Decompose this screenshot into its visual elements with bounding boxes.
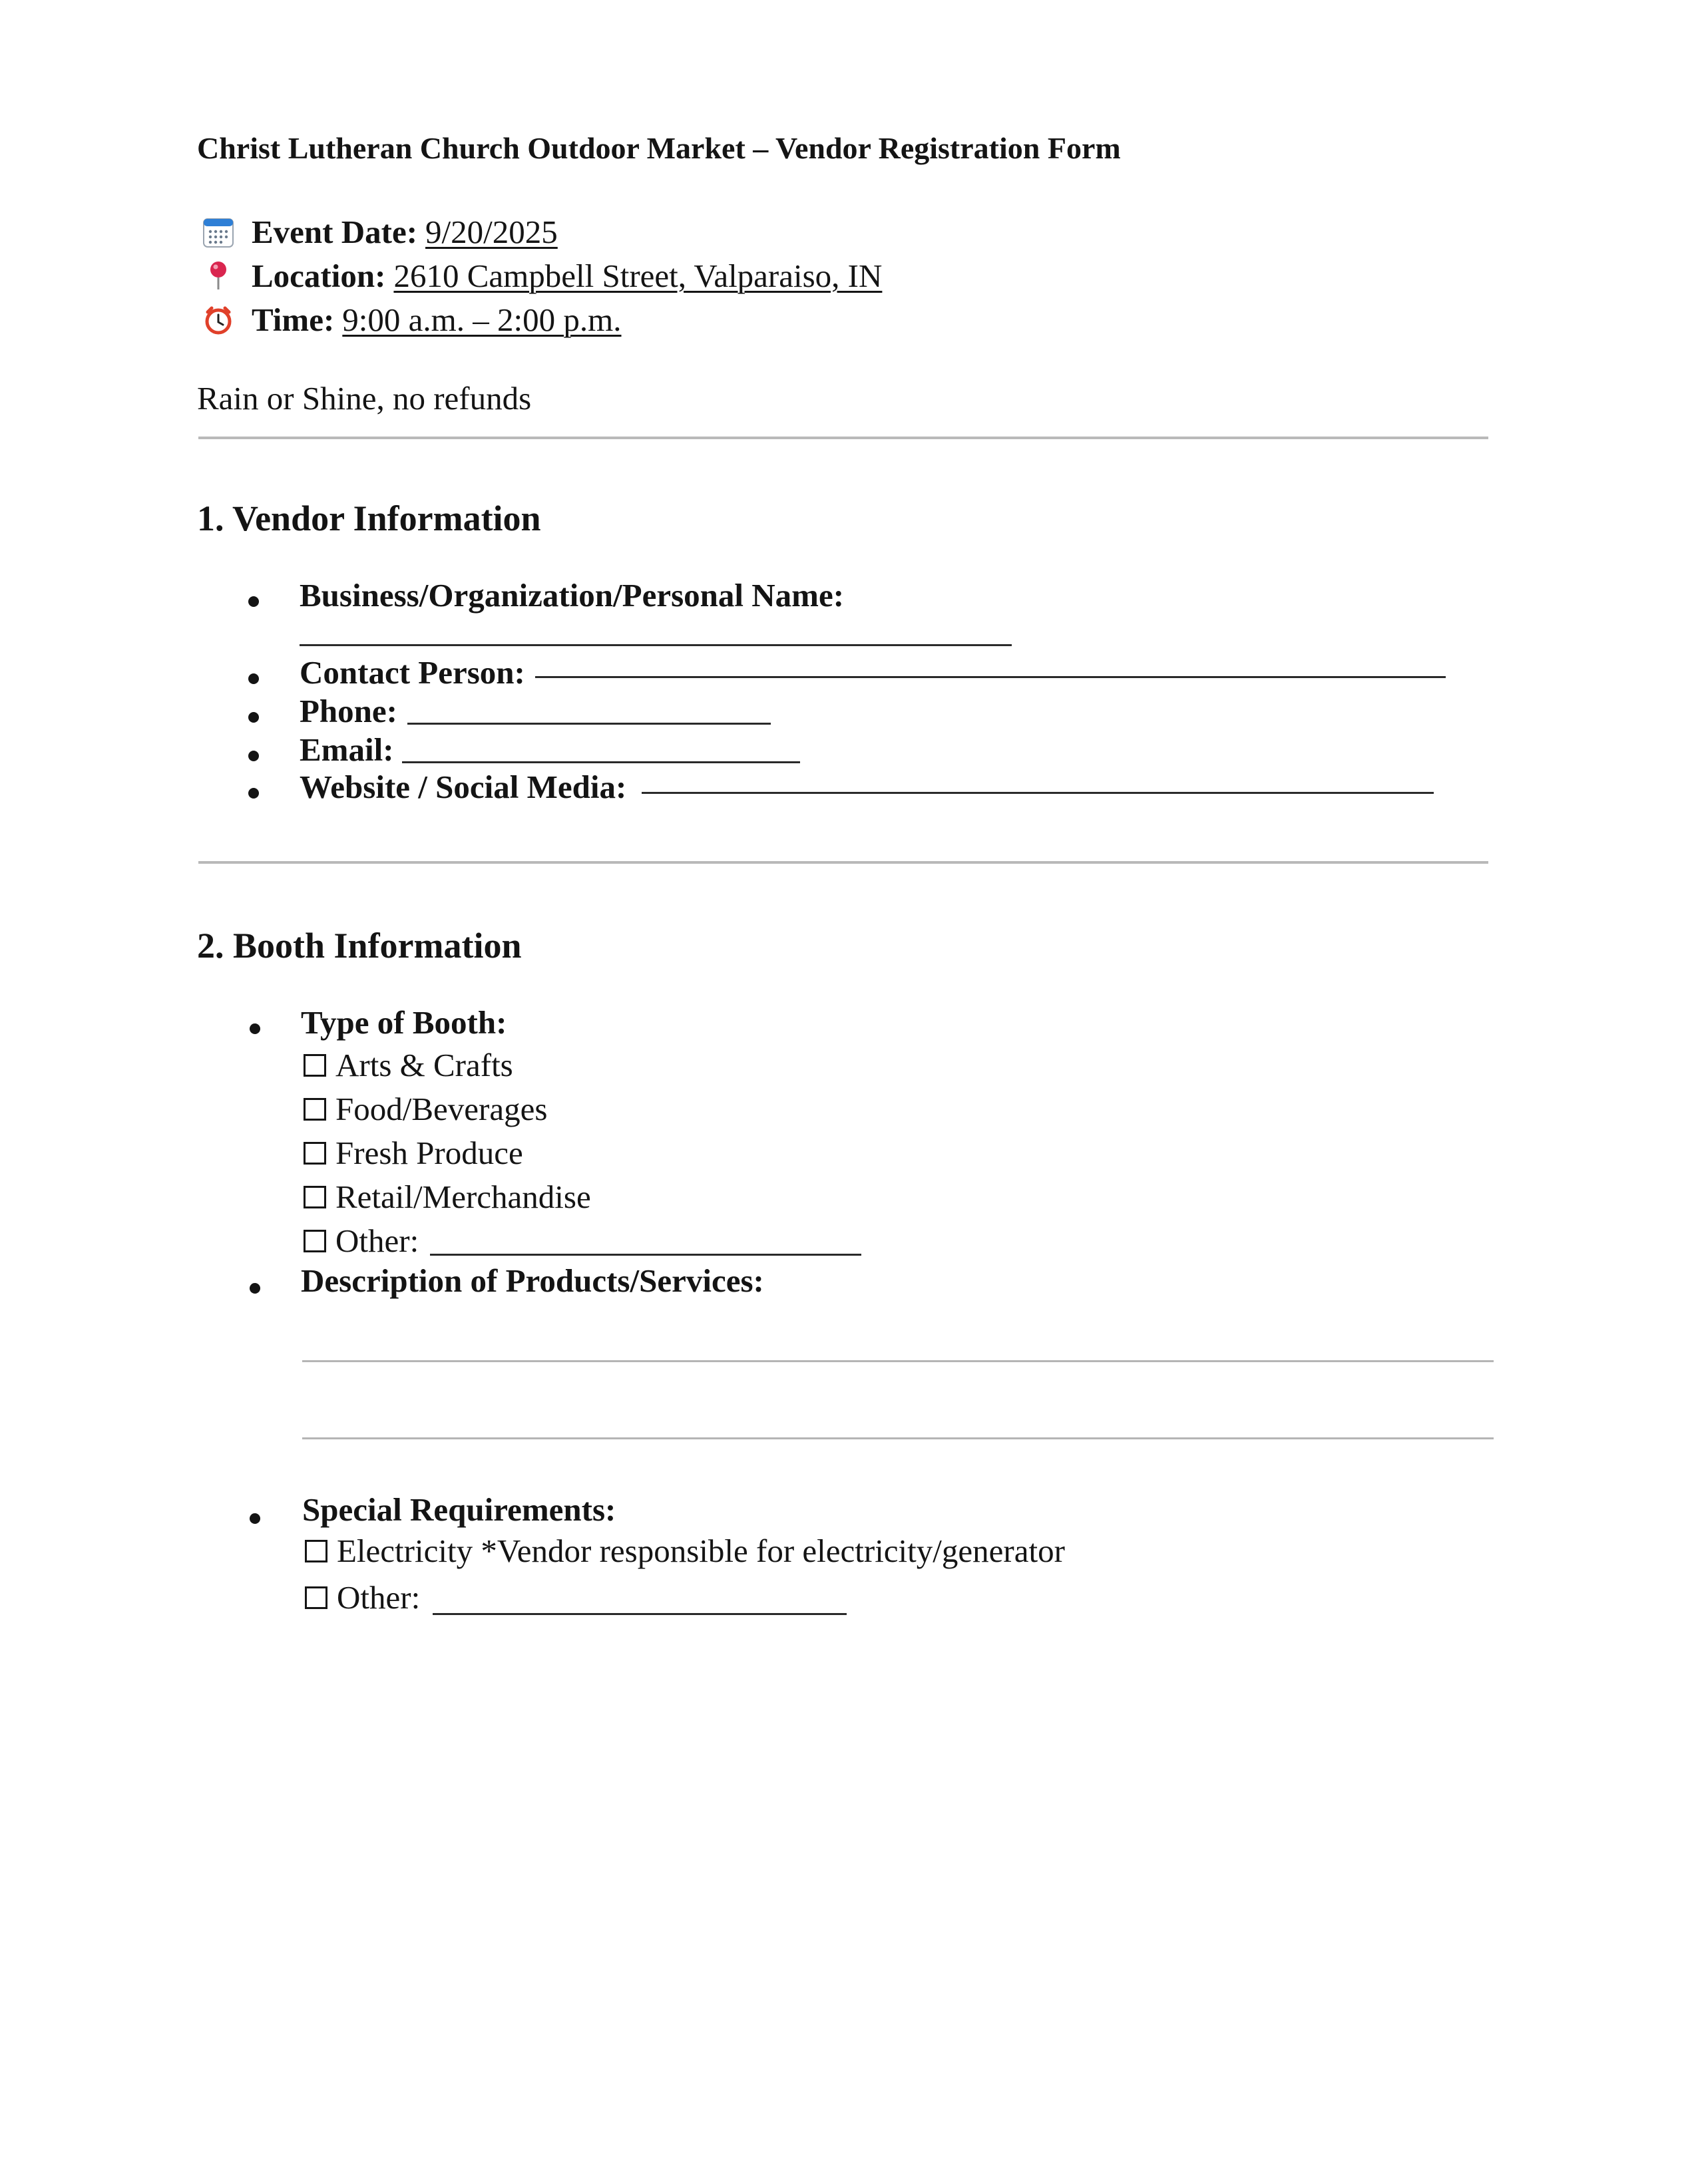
website-label: Website / Social Media: <box>300 769 627 805</box>
checkbox-label: Electricity *Vendor responsible for electricity/generator <box>337 1533 1065 1569</box>
checkbox[interactable] <box>304 1230 326 1252</box>
website-field[interactable] <box>642 792 1434 794</box>
bullet <box>250 1283 260 1294</box>
contact-person-label: Contact Person: <box>300 654 525 691</box>
email-label: Email: <box>300 731 394 768</box>
bullet <box>248 673 259 684</box>
divider <box>198 861 1488 864</box>
event-date-label: Event Date: <box>252 214 418 250</box>
bullet <box>248 712 259 723</box>
phone-field[interactable] <box>407 723 771 725</box>
business-name-field[interactable] <box>300 644 1012 646</box>
checkbox-label: Arts & Crafts <box>335 1047 513 1083</box>
booth-type-other-field[interactable] <box>430 1254 861 1256</box>
time-row <box>200 301 622 339</box>
special-electricity[interactable] <box>305 1532 1065 1570</box>
description-line-2[interactable] <box>302 1437 1494 1439</box>
time-value: 9:00 a.m. – 2:00 p.m. <box>342 301 622 338</box>
booth-type-retail-merchandise[interactable] <box>304 1178 591 1216</box>
bullet <box>250 1513 260 1524</box>
business-name-label: Business/Organization/Personal Name: <box>300 577 845 614</box>
location-row <box>200 257 882 295</box>
booth-information-heading: 2. Booth Information <box>197 926 522 966</box>
bullet <box>248 751 259 761</box>
checkbox-label: Retail/Merchandise <box>335 1179 591 1215</box>
alarm-clock-icon <box>200 301 237 339</box>
rain-or-shine-note: Rain or Shine, no refunds <box>197 380 532 417</box>
checkbox[interactable] <box>305 1540 327 1562</box>
checkbox[interactable] <box>304 1054 326 1077</box>
vendor-information-heading: 1. Vendor Information <box>197 498 541 538</box>
checkbox[interactable] <box>304 1142 326 1165</box>
location-label: Location: <box>252 258 386 294</box>
divider <box>198 437 1488 439</box>
checkbox-label: Other: <box>337 1579 421 1616</box>
booth-type-arts-crafts[interactable] <box>304 1046 513 1084</box>
checkbox[interactable] <box>304 1186 326 1208</box>
calendar-icon <box>200 214 237 251</box>
checkbox-label: Food/Beverages <box>335 1091 548 1127</box>
special-other-field[interactable] <box>433 1613 847 1615</box>
event-date-value: 9/20/2025 <box>425 214 558 250</box>
email-field[interactable] <box>402 761 800 763</box>
bullet <box>248 788 259 799</box>
phone-label: Phone: <box>300 693 397 729</box>
bullet <box>250 1023 260 1034</box>
contact-person-field[interactable] <box>535 676 1446 678</box>
event-date-row <box>200 213 558 251</box>
checkbox[interactable] <box>304 1098 326 1121</box>
pushpin-icon <box>200 258 237 295</box>
location-value: 2610 Campbell Street, Valparaiso, IN <box>393 258 883 294</box>
type-of-booth-label: Type of Booth: <box>301 1004 507 1041</box>
time-label: Time: <box>252 301 335 338</box>
description-label: Description of Products/Services: <box>301 1262 764 1299</box>
checkbox-label: Fresh Produce <box>335 1135 523 1171</box>
booth-type-fresh-produce[interactable] <box>304 1134 523 1172</box>
description-line-1[interactable] <box>302 1360 1494 1362</box>
form-title: Christ Lutheran Church Outdoor Market – Vendor Registration Form <box>197 131 1121 165</box>
special-other[interactable] <box>305 1578 420 1616</box>
checkbox[interactable] <box>305 1586 327 1609</box>
booth-type-other[interactable] <box>304 1222 419 1260</box>
special-requirements-label: Special Requirements: <box>302 1491 616 1528</box>
checkbox-label: Other: <box>335 1222 419 1259</box>
bullet <box>248 596 259 607</box>
booth-type-food-beverages[interactable] <box>304 1090 547 1128</box>
